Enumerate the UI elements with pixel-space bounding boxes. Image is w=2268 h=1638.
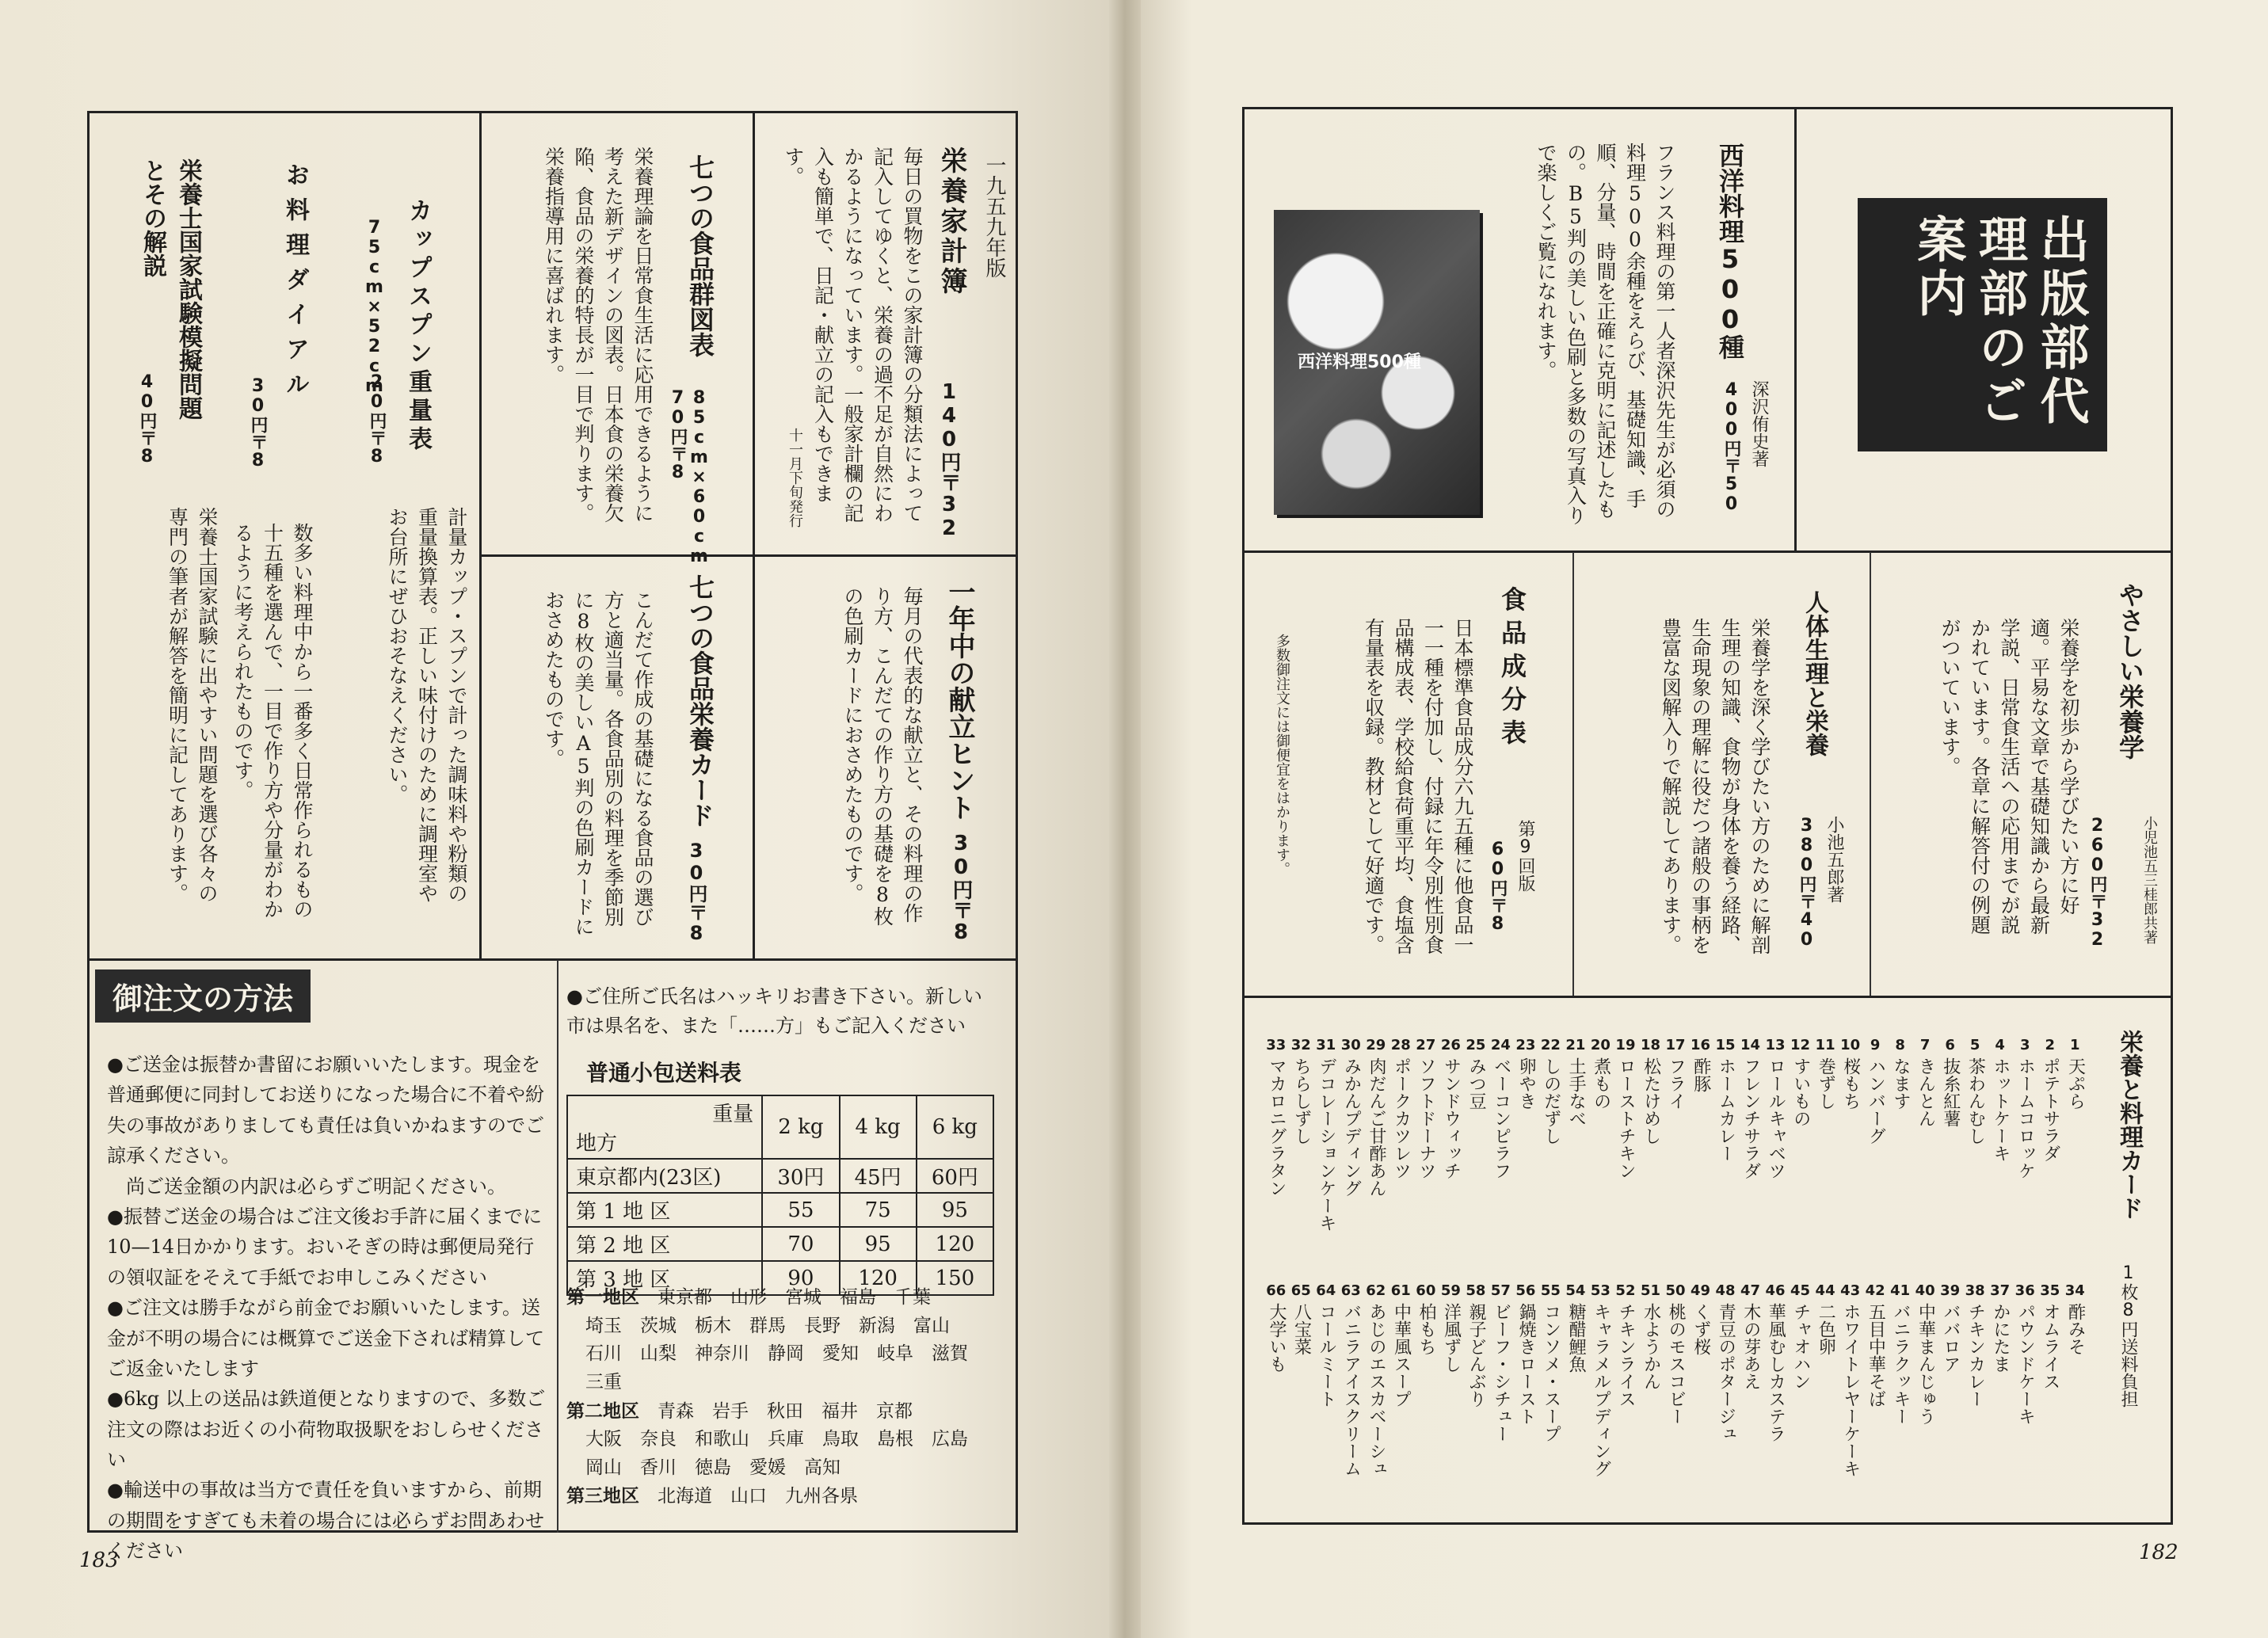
card-number: 19 [1615,1037,1636,1053]
card-name: コンソメ・スープ [1541,1303,1561,1442]
zone-name: 第一地区 [566,1286,639,1308]
card-number: 30 [1340,1037,1361,1053]
list-item [1339,1034,1364,1271]
card-number: 10 [1840,1037,1861,1053]
right-hdiv-top [1242,550,2173,553]
page-number-left: 183 [79,1548,119,1572]
card-number: 3 [2019,1037,2030,1053]
list-item [1862,1034,1888,1271]
zone-name: 第三地区 [566,1485,639,1507]
seibun-note: 多数御注文には御便宜をはかります。 [1274,634,1290,876]
list-item [1938,1279,1963,1517]
weight-header: 2 kg [762,1095,839,1159]
cupspoon-body: 計量カップ・スプンで計った調味料や粉類の重量換算表。正しい味付けのために調理室やお台所にぜひおそなえください。 [386,507,468,903]
card-number: 40 [1915,1282,1935,1299]
card-name: マカロニグラタン [1266,1057,1286,1197]
list-item [1513,1279,1538,1517]
list-item [1912,1279,1938,1517]
seiyo-price: 400円〒50 [1721,380,1741,514]
left-vdiv-1 [479,111,482,958]
list-item [1588,1034,1614,1271]
card-number: 45 [1790,1282,1811,1299]
card-number: 61 [1390,1282,1411,1299]
list-item [1838,1279,1863,1517]
card-name: パウンドケーキ [2015,1303,2036,1425]
card-number: 62 [1366,1282,1386,1299]
list-item [2012,1279,2037,1517]
card-number: 34 [2064,1282,2085,1299]
card-name: すいもの [1790,1057,1811,1127]
card-number: 9 [1870,1037,1881,1053]
address-note: ●ご住所ご氏名はハッキリお書き下さい。新しい市は県名を、また「……方」もご記入ください [566,985,982,1038]
card-name: 抜糸紅薯 [1940,1057,1961,1127]
list-item [1812,1034,1838,1271]
card-number: 22 [1540,1037,1561,1053]
card-number: 1 [2069,1037,2080,1053]
order-note: ●輸送中の事故は当方で責任を負いますから、前期の期間をすぎても未着の場合には必らずお問あわせください [107,1479,544,1563]
seibun-body: 日本標準食品成分六九五種に他食品一一一種を付加し、付録に年令別性別食品構成表、学校給食荷重平均、食塩含有量表を収録。教材として好適です。 [1362,618,1474,954]
zuhyo-body: 栄養理論を日常食生活に応用できるように考えた新デザインの図表。日本食の栄養欠陥、食品の栄養的特長が一目で判ります。栄養指導用に喜ばれます。 [542,147,654,523]
card-number: 32 [1290,1037,1311,1053]
card-number: 36 [2015,1282,2035,1299]
list-item [1763,1034,1788,1271]
card-name: 煮もの [1591,1057,1611,1110]
cards-title: 栄養と料理カード [2115,1030,2143,1220]
list-item [1439,1034,1464,1271]
seibun-title: 食品成分表 [1497,586,1527,752]
right-vdiv-a [1572,552,1574,996]
cards-row-2 [1264,1279,2087,1517]
list-item [1988,1279,2013,1517]
order-notes [107,1049,547,1567]
mogi-title: 栄養士国家試験模擬問題とその解説 [139,158,202,420]
card-number: 56 [1515,1282,1536,1299]
card-name: 大学いも [1266,1303,1286,1373]
card-name: 洋風ずし [1441,1303,1462,1373]
card-name: 巻ずし [1816,1057,1836,1110]
card-number: 11 [1815,1037,1835,1053]
card-name: 鍋焼きロースト [1516,1303,1537,1425]
card-name: 中華風スープ [1391,1303,1412,1408]
dial-price: 30円〒8 [248,376,268,470]
card-name: ローストチキン [1616,1057,1637,1179]
card-number: 41 [1890,1282,1911,1299]
seiyo-cover-title: 西洋料理500種 [1298,352,1421,372]
card-name: 五目中華そば [1866,1303,1886,1408]
yasashii-body: 栄養学を初歩から学びたい方に好適。平易な文章で基礎知識から最新学説、日常食生活への応用までが説かれています。各章に解答付の例題がついています。 [1938,618,2080,935]
list-item [1563,1279,1588,1517]
yasashii-author: 小児池五三桂郎共著 [2141,816,2158,944]
card-name: しのだずし [1541,1057,1561,1145]
card-name: フライ [1666,1057,1687,1110]
list-item [1888,1279,1913,1517]
card-name: コールミート [1316,1303,1336,1408]
kakeibo-body: 毎日の買物をこの家計簿の分類法によって記入してゆくと、栄養の過不足が自然にわかるようになっています。一般家計欄の記入も簡単で、日記・献立の記入もできます。 [782,147,924,523]
list-item [1513,1034,1538,1271]
card-number: 44 [1815,1282,1835,1299]
list-item [1962,1034,1988,1271]
list-item [1264,1279,1289,1517]
kakeibo-price: 140円〒32 [937,380,961,540]
card-number: 58 [1466,1282,1486,1299]
kondate-title: 一年中の献立ヒント [943,578,975,821]
mogi-price: 40円〒8 [137,372,157,467]
card-number: 47 [1740,1282,1761,1299]
order-heading: 御注文の方法 [95,969,311,1023]
seiyo-author: 深沢侑史著 [1749,380,1769,467]
order-note: ●ご送金は振替か書留にお願いいたします。現金を普通郵便に同封してお送りになった場合に不着や紛失の事故がありましても責任は負いかねますのでご諒承ください。 [107,1053,544,1168]
card-number: 7 [1919,1037,1931,1053]
card-name: きんとん [1915,1057,1936,1127]
book-gutter [1109,0,1141,1638]
card-name: 柏もち [1416,1303,1437,1355]
card-number: 46 [1765,1282,1786,1299]
list-item [1788,1279,1813,1517]
card-name: 華風むしカステラ [1766,1303,1786,1442]
card-number: 42 [1865,1282,1885,1299]
card-name: かにたま [1990,1303,2011,1373]
card-name: 酢豚 [1691,1057,1711,1092]
list-item [1389,1034,1414,1271]
cupspoon-size: 75cm×52cm [364,218,384,396]
seibun-price: 60円〒8 [1488,840,1508,934]
zuhyo-title: 七つの食品群図表 [685,154,715,357]
list-item [1264,1034,1289,1271]
list-item [1563,1034,1588,1271]
card-name: みつ豆 [1466,1057,1487,1110]
list-item [1613,1034,1638,1271]
card-name: 松たけめし [1641,1057,1661,1145]
kondate-price: 30円〒8 [949,832,973,944]
card-number: 25 [1466,1037,1486,1053]
left-vdiv-2 [753,111,755,958]
list-item [1538,1279,1564,1517]
card-number: 15 [1715,1037,1736,1053]
card-number: 24 [1490,1037,1511,1053]
list-item [1663,1034,1688,1271]
jintai-body: 栄養学を深く学びたい方のために解剖生理の知識、食物が身体を養う経路、生命現象の理解に役だつ諸般の事柄を豊富な図解入りで解説してあります。 [1659,618,1771,954]
weight-header: 6 kg [917,1095,993,1159]
header-box [1858,198,2107,451]
right-vdiv-top [1794,107,1797,550]
cards-row-1 [1264,1034,2087,1271]
card7-title: 七つの食品栄養カード [685,574,715,828]
card-number: 51 [1640,1282,1660,1299]
kakeibo-title: 栄養家計簿 [936,147,967,297]
card-number: 53 [1590,1282,1610,1299]
list-item [1413,1279,1439,1517]
card-number: 35 [2040,1282,2060,1299]
card-number: 13 [1765,1037,1786,1053]
jintai-author: 小池五郎著 [1824,816,1844,903]
order-note: ●ご注文は勝手ながら前金でお願いいたします。送金が不明の場合には概算でご送金下されば精算してご返金いたします [107,1297,544,1380]
card-name: ビーフ・シチュー [1491,1303,1511,1442]
card-name: 天ぷら [2065,1057,2086,1110]
list-item [1938,1034,1963,1271]
card-number: 57 [1490,1282,1511,1299]
kondate-body: 毎月の代表的な献立と、その料理の作り方、こんだての作り方の基礎を8枚の色刷カードにおさめたものです。 [841,586,924,926]
zone-list: 第一地区 東京都 山形 宮城 福島 千葉 埼玉 茨城 栃木 群馬 長野 新潟 富山 石川 山梨 神奈川 静岡 愛知 岐阜 滋賀 三重 第二地区 青森 岩手 秋田 福井 京都 大阪 奈良 和歌山 兵庫 鳥取 島根 広島 岡山 香川 徳島 愛媛 高知 第三地区 北海道 山口 九州各県 [566,1286,968,1507]
card-number: 43 [1840,1282,1861,1299]
seiyo-body: フランス料理の第一人者深沢先生が必須の料理500余種をえらび、基礎知識、手順、分量、時間を正確に克明に記述したもの。B5判の美しい色刷と多数の写真入りで楽しくご覧になれます。 [1534,143,1676,525]
left-hdiv-mid [479,554,1018,557]
cupspoon-price: 20円〒8 [367,372,387,467]
card-number: 50 [1665,1282,1686,1299]
table-row: 東京都内(23区) 30円 45円 60円 [567,1159,993,1193]
card-number: 17 [1665,1037,1686,1053]
card-number: 33 [1266,1037,1286,1053]
card-name: あじのエスカベーシュ [1367,1303,1386,1477]
list-item [1439,1279,1464,1517]
header-title: 出版部代理部のご案内 [1909,214,2090,429]
card-name: 水ようかん [1641,1303,1661,1390]
list-item [1363,1279,1389,1517]
list-item [1363,1034,1389,1271]
card-number: 21 [1565,1037,1586,1053]
table-row: 第 1 地 区 55 75 95 [567,1193,993,1227]
card-name: 糖醋鯉魚 [1566,1303,1587,1373]
card-number: 2 [2045,1037,2055,1053]
card-number: 54 [1565,1282,1586,1299]
cupspoon-title: カップスプン重量表 [404,198,432,455]
card-name: 酢みそ [2065,1303,2086,1355]
card-number: 29 [1366,1037,1386,1053]
list-item [1713,1279,1738,1517]
list-item [1463,1279,1488,1517]
card-number: 16 [1690,1037,1711,1053]
card-name: ちらしずし [1291,1057,1312,1145]
card-name: ベーコンピラフ [1491,1057,1511,1179]
list-item [1738,1034,1763,1271]
list-item [1488,1034,1514,1271]
left-hdiv-order [87,958,1018,961]
dial-title: お料理ダイアル [281,162,309,406]
card-name: 二色卵 [1816,1303,1836,1355]
shipping-title: 普通小包送料表 [586,1060,742,1086]
cards-price: 1枚8円送料負担 [2118,1263,2138,1408]
list-item [1962,1279,1988,1517]
card-name: バニラアイスクリーム [1341,1303,1362,1477]
order-note: ●6kg 以上の送品は鉄道便となりますので、多数ご注文の際はお近くの小荷物取扱駅をおしらせください [107,1388,546,1472]
list-item [1788,1034,1813,1271]
page-number-right: 182 [2139,1541,2178,1564]
jintai-price: 380円〒40 [1797,816,1816,950]
list-item [1888,1034,1913,1271]
card-name: オムライス [2040,1303,2060,1390]
card7-price: 30円〒8 [685,840,707,944]
card-name: チキンライス [1616,1303,1637,1408]
card-number: 63 [1340,1282,1361,1299]
zuhyo-size: 85cm×60cm [689,388,709,566]
card-name: ポテトサラダ [2040,1057,2060,1162]
table-corner: 重量 地方 [567,1095,762,1159]
card-name: ホームコロッケ [2015,1057,2036,1179]
card-name: チャオハン [1790,1303,1811,1390]
card-name: みかんプディング [1341,1057,1362,1197]
card-name: ソフトドーナツ [1416,1057,1437,1179]
card-number: 60 [1416,1282,1436,1299]
card-number: 66 [1266,1282,1286,1299]
jintai-title: 人体生理と栄養 [1801,590,1828,756]
card-name: ホワイトレヤーケーキ [1840,1303,1861,1477]
list-item [1389,1279,1414,1517]
card-number: 49 [1690,1282,1711,1299]
card-number: 4 [1995,1037,2005,1053]
list-item [1638,1034,1664,1271]
card-name: 親子どんぶり [1466,1303,1487,1408]
list-item [1313,1034,1339,1271]
left-vdiv-order [557,960,558,1533]
list-item [1613,1279,1638,1517]
card-name: チキンカレー [1965,1303,1986,1408]
card-number: 59 [1440,1282,1461,1299]
list-item [2062,1279,2087,1517]
card-number: 39 [1940,1282,1961,1299]
card-name: ロールキャベツ [1766,1057,1786,1179]
list-item [1812,1279,1838,1517]
list-item [1663,1279,1688,1517]
order-note: 尚ご送金額の内訳は必らずご明記ください。 [107,1175,506,1198]
card-name: ポークカツレツ [1391,1057,1412,1179]
weight-header: 4 kg [840,1095,917,1159]
yasashii-price: 260円〒32 [2087,816,2107,950]
card7-body: こんだて作成の基礎になる食品の選び方と適当量。各食品別の料理を季節別に8枚の美しいA5判の色刷カードにおさめたものです。 [542,590,654,936]
card-number: 52 [1615,1282,1636,1299]
card-name: サンドウィッチ [1441,1057,1462,1179]
seiyo-book-cover [1274,210,1480,515]
card-name: ハンバーグ [1866,1057,1886,1145]
card-name: デコレーションケーキ [1316,1057,1336,1232]
yasashii-title: やさしい栄養学 [2115,582,2145,760]
card-number: 5 [1969,1037,1980,1053]
card-name: 卵やき [1516,1057,1537,1110]
list-item [1538,1034,1564,1271]
list-item [1688,1279,1713,1517]
card-name: フレンチサラダ [1740,1057,1761,1179]
card-name: 茶わんむし [1965,1057,1986,1145]
list-item [1588,1279,1614,1517]
table-row: 第 2 地 区 70 95 120 [567,1227,993,1261]
card-name: ババロア [1940,1303,1961,1373]
card-number: 28 [1390,1037,1411,1053]
card-name: 八宝菜 [1291,1303,1312,1355]
card-number: 26 [1440,1037,1461,1053]
right-vdiv-b [1870,552,1871,996]
kakeibo-note: 十一月下旬発行 [787,428,803,528]
card-number: 64 [1316,1282,1336,1299]
list-item [1339,1279,1364,1517]
card-number: 12 [1790,1037,1811,1053]
card-number: 27 [1416,1037,1436,1053]
card-name: 桃のモスコビー [1666,1303,1687,1425]
list-item [2037,1034,2063,1271]
card-number: 48 [1715,1282,1736,1299]
card-number: 55 [1540,1282,1561,1299]
card-number: 31 [1316,1037,1336,1053]
list-item [1688,1034,1713,1271]
list-item [2012,1034,2037,1271]
seibun-edition: 第9回版 [1515,820,1535,892]
zone-name: 第二地区 [566,1400,639,1422]
list-item [1413,1034,1439,1271]
card-number: 8 [1895,1037,1905,1053]
list-item [1862,1279,1888,1517]
kakeibo-edition: 一九五九年版 [982,154,1006,278]
mogi-body: 栄養士国家試験に出やすい問題を選び各々の専門の筆者が解答を簡明に記してあります。 [166,507,219,903]
list-item [1713,1034,1738,1271]
shipping-table [566,1095,994,1296]
list-item [1638,1279,1664,1517]
card-name: 青豆のポタージュ [1716,1303,1736,1442]
list-item [1313,1279,1339,1517]
card-number: 65 [1290,1282,1311,1299]
card-number: 14 [1740,1037,1761,1053]
card-name: 桜もち [1840,1057,1861,1110]
list-item [1838,1034,1863,1271]
card-name: ホットケーキ [1990,1057,2011,1162]
card-name: 肉だんご甘酢あん [1367,1057,1386,1197]
card-name: くず桜 [1691,1303,1711,1355]
card-name: ホームカレー [1716,1057,1736,1162]
list-item [2062,1034,2087,1271]
card-name: なます [1890,1057,1911,1110]
order-note: ●振替ご送金の場合はご注文後お手許に届くまでに10—14日かかります。おいそぎの時は郵便局発行の領収証をそえて手紙でお申しこみください [107,1205,542,1289]
card-name: バニラクッキー [1890,1303,1911,1425]
list-item [1988,1034,2013,1271]
list-item [1289,1034,1314,1271]
card-number: 20 [1590,1037,1610,1053]
card-name: 中華まんじゅう [1915,1303,1936,1425]
list-item [1912,1034,1938,1271]
table-row: 第 3 地 区 90 120 150 [567,1261,993,1295]
right-hdiv-cards [1242,996,2173,998]
card-number: 23 [1515,1037,1536,1053]
list-item [1463,1034,1488,1271]
card-name: キャラメルプディング [1591,1303,1611,1477]
dial-body: 数多い料理中から一番多く日常作られるもの十五種を選んで、一目で作り方や分量がわかるように考えられたものです。 [231,523,314,919]
card-name: 土手なべ [1566,1057,1587,1127]
list-item [1763,1279,1788,1517]
list-item [1738,1279,1763,1517]
zuhyo-price: 70円〒8 [668,388,688,482]
list-item [1488,1279,1514,1517]
card-number: 18 [1640,1037,1660,1053]
list-item [1289,1279,1314,1517]
card-number: 37 [1990,1282,2011,1299]
list-item [2037,1279,2063,1517]
card-number: 6 [1945,1037,1955,1053]
card-number: 38 [1965,1282,1985,1299]
card-name: 木の芽あえ [1740,1303,1761,1390]
seiyo-title: 西洋料理500種 [1715,143,1745,360]
